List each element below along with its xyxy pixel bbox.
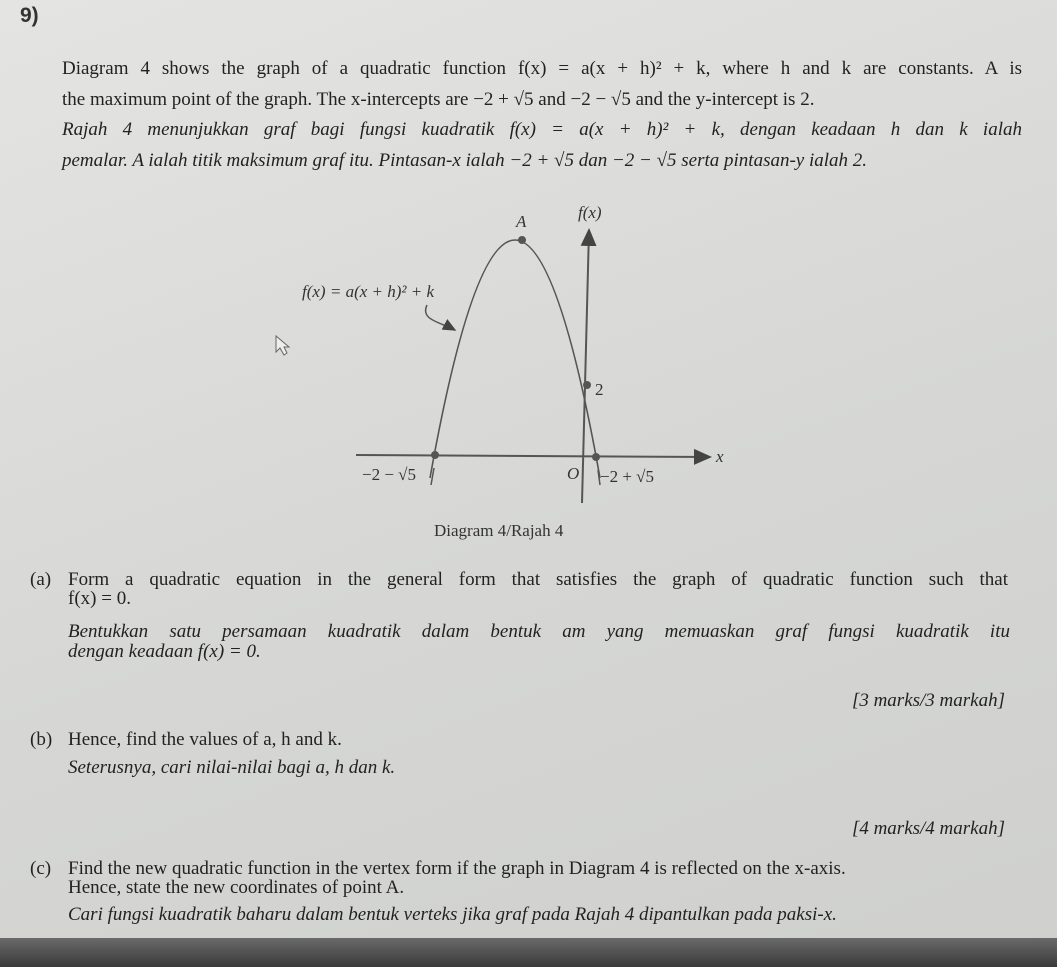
point-a-label: A [516,212,527,231]
function-label: f(x) = a(x + h)² + k [302,282,435,301]
part-a-en-line-1: Form a quadratic equation in the general form that satisfies the graph of quadratic function such that [68,569,1008,590]
x-axis [356,455,710,457]
diagram-caption: Diagram 4/Rajah 4 [434,521,564,540]
right-root-point [592,453,600,461]
part-b-ms-line-1: Seterusnya, cari nilai-nilai bagi a, h dan k. [68,757,396,778]
mouse-cursor-icon [276,336,289,355]
label-arrow [426,305,455,330]
question-number: 9) [20,4,39,27]
part-b-label: (b) [30,729,53,750]
part-c-label: (c) [30,858,52,879]
origin-label: O [567,464,580,483]
part-a-en-line-2: f(x) = 0. [68,588,131,609]
bottom-dark-edge [0,938,1057,967]
right-root-label: −2 + √5 [600,467,655,486]
part-b-marks: [4 marks/4 markah] [851,818,1005,839]
part-a-ms-line-2: dengan keadaan f(x) = 0. [68,641,261,662]
intro-en-line-1: Diagram 4 shows the graph of a quadratic function f(x) = a(x + h)² + k, where h and k are constants. A is [62,58,1022,79]
x-axis-label: x [716,447,724,466]
y-axis-label: f(x) [578,203,602,222]
parabola-curve [430,240,600,478]
left-root-point [431,451,439,459]
y-axis [582,230,589,503]
part-c-ms-line-1: Cari fungsi kuadratik baharu dalam bentuk verteks jika graf pada Rajah 4 dipantulkan pada paksi-x. [68,904,837,925]
part-a-ms-line-1: Bentukkan satu persamaan kuadratik dalam bentuk am yang memuaskan graf fungsi kuadratik itu [68,621,1010,642]
left-root-label: −2 − √5 [362,465,417,484]
part-a-label: (a) [30,569,52,590]
y-intercept-label: 2 [595,380,604,399]
intro-en-line-2: the maximum point of the graph. The x-intercepts are −2 + √5 and −2 − √5 and the y-intercept is 2. [62,89,815,110]
part-c-en-line-2: Hence, state the new coordinates of point A. [68,877,405,898]
part-a-marks: [3 marks/3 markah] [851,690,1005,711]
part-b-en-line-1: Hence, find the values of a, h and k. [68,729,342,750]
intro-ms-line-1: Rajah 4 menunjukkan graf bagi fungsi kuadratik f(x) = a(x + h)² + k, dengan keadaan h dan k ialah [62,119,1022,140]
y-intercept-point [583,381,591,389]
max-point-a [518,236,526,244]
intro-ms-line-2: pemalar. A ialah titik maksimum graf itu. Pintasan-x ialah −2 + √5 dan −2 − √5 serta pintasan-y ialah 2. [62,150,868,171]
part-c-en-line-1: Find the new quadratic function in the vertex form if the graph in Diagram 4 is reflected on the x-axis. [68,858,846,879]
